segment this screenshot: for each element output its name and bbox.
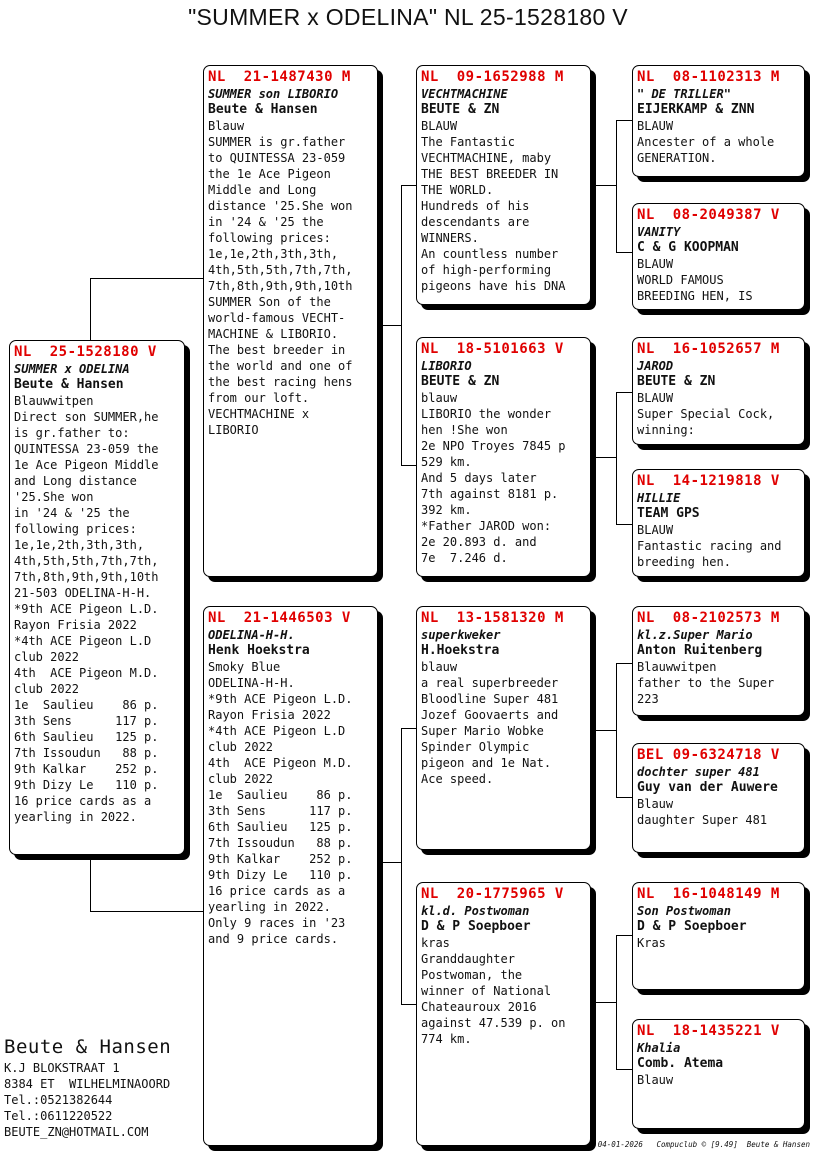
pigeon-description: WORLD FAMOUS BREEDING HEN, IS <box>637 273 753 303</box>
owner-name: Beute & Hansen <box>208 102 318 117</box>
address-line: K.J BLOKSTRAAT 1 <box>4 1061 120 1075</box>
pigeon-color: Blauw <box>637 797 674 811</box>
owner-name: Henk Hoekstra <box>208 643 310 658</box>
connector-line <box>616 120 632 121</box>
pigeon-color: BLAUW <box>637 257 674 271</box>
ds-dam-card[interactable] <box>632 743 805 853</box>
pigeon-description: Direct son SUMMER,he is gr.father to: QUINTESSA 23-059 the 1e Ace Pigeon Middle and Long distance '25.She won in '24 & '25 the following prices: 1e,1e,2th,3th,3th, 4th,5th,5th,7th,7th, 7th,8th,9th,9th,10th 21-503 ODELINA-H-H. *9th ACE Pigeon L.D. Rayon Frisia 2022 *4th ACE Pigeon L.D club 2022 4th ACE Pigeon M.D. club 2022 1e Saulieu 86 p. 3th Sens 117 p. 6th Saulieu 125 p. 7th Issoudun 88 p. 9th Kalkar 252 p. 9th Dizy Le 110 p. 16 price cards as a yearling in 2022. <box>14 410 159 824</box>
page-title: "SUMMER x ODELINA" NL 25-1528180 V <box>188 4 628 30</box>
pigeon-color: Blauwwitpen <box>637 660 717 674</box>
pigeon-color: Kras <box>637 936 666 950</box>
owner-name: D & P Soepboer <box>421 919 531 934</box>
owner-name: H.Hoekstra <box>421 643 500 658</box>
ds-sire-card[interactable] <box>632 606 805 716</box>
owner-name: BEUTE & ZN <box>421 102 500 117</box>
print-stamp: 04-01-2026 Compuclub © [9.49] Beute & Hansen <box>597 1140 810 1149</box>
connector-line <box>596 457 616 458</box>
pigeon-color: BLAUW <box>637 391 674 405</box>
pigeon-description: LIBORIO the wonder hen !She won 2e NPO Troyes 7845 p 529 km. And 5 days later 7th against 8181 p. 392 km. *Father JAROD won: 2e 20.893 d. and 7e 7.246 d. <box>421 407 566 565</box>
connector-line <box>596 1002 616 1003</box>
connector-line <box>401 185 416 186</box>
pigeon-description: father to the Super 223 <box>637 676 775 706</box>
pigeon-color: Blauwwitpen <box>14 394 94 408</box>
connector-line <box>616 524 632 525</box>
connector-line <box>616 392 617 524</box>
connector-line <box>381 325 401 326</box>
connector-line <box>401 465 416 466</box>
pigeon-description: Fantastic racing and breeding hen. <box>637 539 782 569</box>
dam-dam-card[interactable] <box>416 882 591 1146</box>
dam-card[interactable] <box>203 606 378 1146</box>
pigeon-description: The Fantastic VECHTMACHINE, maby THE BEST BREEDER IN THE WORLD. Hundreds of his descendants are WINNERS. An countless number of high-performing pigeons have his DNA <box>421 135 566 293</box>
phone-line: Tel.:0521382644 <box>4 1093 113 1107</box>
pigeon-color: BLAUW <box>637 119 674 133</box>
dam-sire-card[interactable] <box>416 606 591 850</box>
owner-name: TEAM GPS <box>637 506 700 521</box>
ring-number: NL 08-2049387 V <box>637 207 780 223</box>
pigeon-description: Super Special Cock, winning: <box>637 407 775 437</box>
ring-number: NL 16-1052657 M <box>637 341 780 357</box>
pigeon-name: kl.z.Super Mario <box>637 628 753 642</box>
connector-line <box>401 1004 416 1005</box>
connector-line <box>90 858 91 912</box>
ring-number: NL 20-1775965 V <box>421 886 564 902</box>
pigeon-name: HILLIE <box>637 491 681 505</box>
ring-number: BEL 09-6324718 V <box>637 747 780 763</box>
pigeon-description: a real superbreeder Bloodline Super 481 Jozef Goovaerts and Super Mario Wobke Spinder Olympic pigeon and 1e Nat. Ace speed. <box>421 676 559 786</box>
ring-number: NL 21-1446503 V <box>208 610 351 626</box>
owner-name: Beute & Hansen <box>14 377 124 392</box>
connector-line <box>401 728 402 1004</box>
pigeon-color: Smoky Blue <box>208 660 281 674</box>
connector-line <box>596 185 616 186</box>
pigeon-color: Blauw <box>637 1073 674 1087</box>
connector-line <box>381 862 401 863</box>
connector-line <box>616 663 617 797</box>
owner-name: Guy van der Auwere <box>637 780 778 795</box>
ring-number: NL 21-1487430 M <box>208 69 351 85</box>
owner-name: Anton Ruitenberg <box>637 643 763 658</box>
connector-line <box>616 252 632 253</box>
loft-name: Beute & Hansen <box>4 1036 172 1058</box>
pigeon-description: daughter Super 481 <box>637 813 768 827</box>
sd-sire-card[interactable] <box>632 337 805 445</box>
sd-dam-card[interactable] <box>632 469 805 577</box>
pigeon-description: Granddaughter Postwoman, the winner of National Chateauroux 2016 against 47.539 p. on 774 km. <box>421 952 566 1046</box>
pigeon-name: SUMMER x ODELINA <box>14 362 130 376</box>
ss-sire-card[interactable] <box>632 65 805 177</box>
subject-card[interactable] <box>9 340 185 855</box>
email-link[interactable]: BEUTE_ZN@HOTMAIL.COM <box>4 1125 149 1139</box>
pigeon-description: Ancester of a whole GENERATION. <box>637 135 775 165</box>
owner-contact-block <box>4 1034 171 1140</box>
connector-line <box>616 935 632 936</box>
pigeon-color: BLAUW <box>637 523 674 537</box>
pigeon-name: dochter super 481 <box>637 765 760 779</box>
pigeon-name: JAROD <box>637 359 674 373</box>
connector-line <box>616 797 632 798</box>
connector-line <box>401 728 416 729</box>
pigeon-name: VANITY <box>637 225 681 239</box>
connector-line <box>596 730 616 731</box>
sire-dam-card[interactable] <box>416 337 591 577</box>
pigeon-name: ODELINA-H-H. <box>208 628 295 642</box>
owner-name: BEUTE & ZN <box>421 374 500 389</box>
sire-sire-card[interactable] <box>416 65 591 305</box>
ring-number: NL 09-1652988 M <box>421 69 564 85</box>
pigeon-name: LIBORIO <box>421 359 472 373</box>
ring-number: NL 25-1528180 V <box>14 344 157 360</box>
ss-dam-card[interactable] <box>632 203 805 310</box>
pigeon-color: Blauw <box>208 119 245 133</box>
pigeon-name: SUMMER son LIBORIO <box>208 87 339 101</box>
owner-name: BEUTE & ZN <box>637 374 716 389</box>
ring-number: NL 16-1048149 M <box>637 886 780 902</box>
pigeon-name: Son Postwoman <box>637 904 731 918</box>
phone-line: Tel.:0611220522 <box>4 1109 113 1123</box>
ring-number: NL 13-1581320 M <box>421 610 564 626</box>
pigeon-description: ODELINA-H-H. *9th ACE Pigeon L.D. Rayon Frisia 2022 *4th ACE Pigeon L.D club 2022 4th ACE Pigeon M.D. club 2022 1e Saulieu 86 p. 3th Sens 117 p. 6th Saulieu 125 p. 7th Issoudun 88 p. 9th Kalkar 252 p. 9th Dizy Le 110 p. 16 price cards as a yearling in 2022. Only 9 races in '23 and 9 price cards. <box>208 676 353 946</box>
connector-line <box>90 278 91 340</box>
pigeon-name: kl.d. Postwoman <box>421 904 530 918</box>
pigeon-color: kras <box>421 936 450 950</box>
owner-name: Comb. Atema <box>637 1056 724 1071</box>
owner-name: EIJERKAMP & ZNN <box>637 102 755 117</box>
connector-line <box>616 935 617 1069</box>
pigeon-color: blauw <box>421 391 458 405</box>
pigeon-color: blauw <box>421 660 458 674</box>
city-line: 8384 ET WILHELMINAOORD <box>4 1077 171 1091</box>
ring-number: NL 18-1435221 V <box>637 1023 780 1039</box>
ring-number: NL 14-1219818 V <box>637 473 780 489</box>
owner-name: C & G KOOPMAN <box>637 240 739 255</box>
ring-number: NL 08-1102313 M <box>637 69 780 85</box>
connector-line <box>616 1069 632 1070</box>
pigeon-name: superkweker <box>421 628 501 642</box>
pigeon-name: Khalia <box>637 1041 681 1055</box>
pigeon-description: SUMMER is gr.father to QUINTESSA 23-059 the 1e Ace Pigeon Middle and Long distance '25.She won in '24 & '25 the following prices: 1e,1e,2th,3th,3th, 4th,5th,5th,7th,7th, 7th,8th,9th,9th,10th SUMMER Son of the world-famous VECHT- MACHINE & LIBORIO. The best breeder in the world and one of the best racing hens from our loft. VECHTMACHINE x LIBORIO <box>208 135 353 437</box>
connector-line <box>90 278 203 279</box>
connector-line <box>90 911 203 912</box>
pigeon-color: BLAUW <box>421 119 458 133</box>
connector-line <box>616 663 632 664</box>
pigeon-name: VECHTMACHINE <box>421 87 508 101</box>
connector-line <box>616 392 632 393</box>
sire-card[interactable] <box>203 65 378 577</box>
dd-sire-card[interactable] <box>632 882 805 990</box>
pigeon-name: " DE TRILLER" <box>637 87 731 101</box>
ring-number: NL 18-5101663 V <box>421 341 564 357</box>
connector-line <box>616 120 617 252</box>
ring-number: NL 08-2102573 M <box>637 610 780 626</box>
owner-name: D & P Soepboer <box>637 919 747 934</box>
connector-line <box>401 185 402 465</box>
dd-dam-card[interactable] <box>632 1019 805 1129</box>
